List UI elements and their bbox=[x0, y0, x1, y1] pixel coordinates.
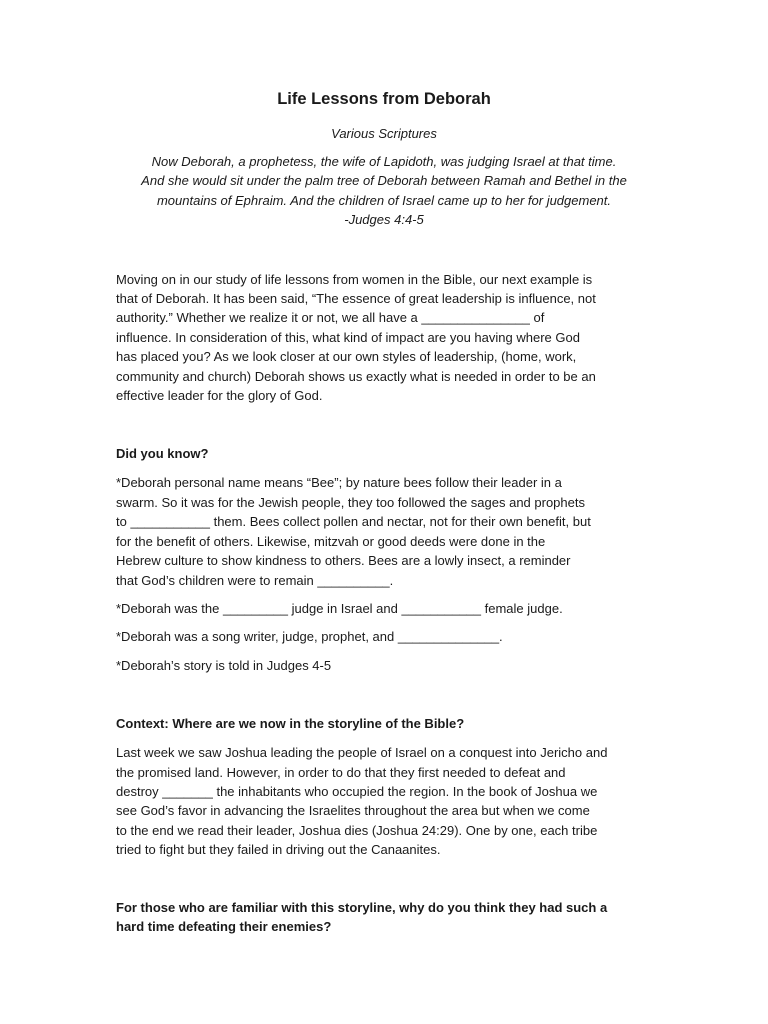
scripture-line: mountains of Ephraim. And the children of Israel came up to her for judgement. bbox=[156, 192, 612, 208]
text-line: tried to fight but they failed in driving out the Canaanites. bbox=[116, 842, 441, 858]
page-subtitle: Various Scriptures bbox=[331, 126, 437, 141]
discussion-question bbox=[116, 898, 652, 936]
text-line: Moving on in our study of life lessons from women in the Bible, our next example is bbox=[116, 271, 593, 287]
text-line: destroy _______ the inhabitants who occupied the region. In the book of Joshua we bbox=[116, 783, 598, 799]
text-line: Hebrew culture to show kindness to others. Bees are a lowly insect, a reminder bbox=[116, 553, 571, 569]
fact-item: *Deborah was the _________ judge in Israel and ___________ female judge. bbox=[116, 600, 563, 616]
text-line: has placed you? As we look closer at our own styles of leadership, (home, work, bbox=[116, 349, 577, 365]
text-line: *Deborah personal name means “Bee”; by nature bees follow their leader in a bbox=[116, 475, 562, 491]
intro-paragraph bbox=[116, 270, 652, 406]
fact-item: *Deborah’s story is told in Judges 4-5 bbox=[116, 657, 332, 673]
text-line: effective leader for the glory of God. bbox=[116, 388, 323, 404]
scripture-line: And she would sit under the palm tree of Deborah between Ramah and Bethel in the bbox=[141, 173, 627, 189]
text-line: authority.” Whether we realize it or not, we all have a _______________ of bbox=[116, 310, 545, 326]
text-line: for the benefit of others. Likewise, mitzvah or good deeds were done in the bbox=[116, 533, 546, 549]
text-line: that of Deborah. It has been said, “The essence of great leadership is influence, not bbox=[116, 291, 596, 307]
text-line: Last week we saw Joshua leading the people of Israel on a conquest into Jericho and bbox=[116, 745, 608, 761]
did-you-know-heading: Did you know? bbox=[116, 446, 209, 462]
text-line: that God’s children were to remain __________. bbox=[116, 572, 394, 588]
bee-paragraph bbox=[116, 473, 652, 589]
context-heading: Context: Where are we now in the storyline of the Bible? bbox=[116, 716, 465, 732]
scripture-quote bbox=[116, 152, 652, 230]
text-line: to ___________ them. Bees collect pollen and nectar, not for their own benefit, but bbox=[116, 514, 591, 530]
context-paragraph bbox=[116, 743, 652, 859]
scripture-reference: -Judges 4:4-5 bbox=[344, 212, 424, 228]
text-line: see God’s favor in advancing the Israelites throughout the area but when we come bbox=[116, 803, 590, 819]
question-line: hard time defeating their enemies? bbox=[116, 918, 332, 934]
text-line: the promised land. However, in order to do that they first needed to defeat and bbox=[116, 764, 566, 780]
text-line: swarm. So it was for the Jewish people, they too followed the sages and prophets bbox=[116, 494, 585, 510]
question-line: For those who are familiar with this storyline, why do you think they had such a bbox=[116, 899, 608, 915]
text-line: to the end we read their leader, Joshua dies (Joshua 24:29). One by one, each tribe bbox=[116, 822, 598, 838]
scripture-line: Now Deborah, a prophetess, the wife of Lapidoth, was judging Israel at that time. bbox=[151, 154, 617, 169]
fact-item: *Deborah was a song writer, judge, prophet, and ______________. bbox=[116, 629, 503, 645]
page-title: Life Lessons from Deborah bbox=[277, 90, 491, 108]
document-page bbox=[116, 88, 652, 936]
text-line: community and church) Deborah shows us exactly what is needed in order to be an bbox=[116, 368, 596, 384]
text-line: influence. In consideration of this, what kind of impact are you having where God bbox=[116, 329, 580, 345]
